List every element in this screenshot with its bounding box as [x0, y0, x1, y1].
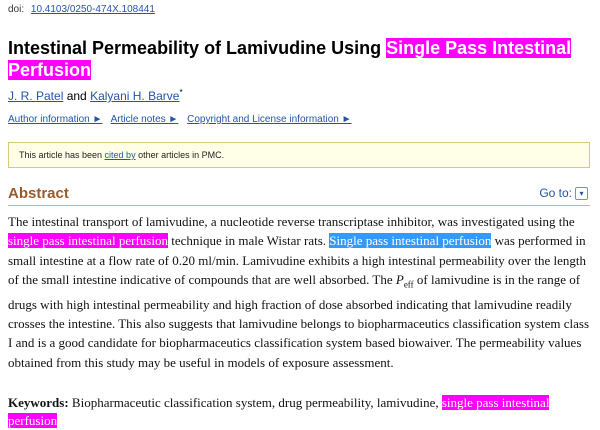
abstract-text	[8, 212, 590, 372]
title-highlight: Single Pass Intestinal Perfusion	[8, 38, 572, 80]
abstract-sentence-3: was performed in small intestine at a flow rate of 0.20 ml/min. Lamivudine exhibits a high intestinal permeability over the length of the small intestine indicative of compounds that are well absorbed. The	[8, 233, 587, 287]
highlight-selection: Single pass intestinal perfusion	[329, 233, 492, 249]
cited-by-link[interactable]: cited by	[104, 150, 136, 160]
abstract-heading: Abstract	[8, 185, 69, 202]
abstract-header	[8, 185, 590, 206]
keywords-highlight: single pass intestinal perfusion	[8, 395, 550, 428]
author-link-patel[interactable]: J. R. Patel	[8, 89, 64, 103]
keywords-label: Keywords:	[8, 395, 69, 410]
chevron-down-icon[interactable]: ▾	[575, 187, 588, 200]
doi-line	[8, 4, 155, 15]
author-link-barve[interactable]: Kalyani H. Barve	[90, 89, 180, 103]
citation-notice	[8, 142, 590, 168]
goto-label[interactable]: Go to:	[539, 186, 572, 200]
abstract-sentence-4: of lamivudine is in the range of drugs with high intestinal permeability and high fraction of dose absorbed indicating that lamivudine readily crosses the intestine. This also suggests that lamivudine belongs to biopharmaceutics classification system class I and is a good candidate for biopharmaceutics classification system based biowaiver. The permeability values obtained from this study may be useful in models of exposure assessment.	[8, 271, 590, 370]
peff-symbol: $P_{eff}$	[395, 271, 414, 290]
keywords-line	[8, 394, 590, 430]
title-text: Intestinal Permeability of Lamivudine Using	[8, 38, 387, 58]
notice-text-after: other articles in PMC.	[135, 150, 225, 160]
notice-text-before: This article has been	[19, 150, 105, 160]
article-title	[8, 37, 593, 81]
doi-link[interactable]: 10.4103/0250-474X.108441	[30, 4, 155, 15]
copyright-license-link[interactable]: Copyright and License information ►	[187, 114, 352, 125]
article-notes-link[interactable]: Article notes ►	[110, 114, 179, 125]
keywords-text: Biopharmaceutic classification system, drug permeability, lamivudine,	[68, 395, 442, 410]
goto-menu[interactable]	[539, 186, 588, 200]
corresponding-author-mark: *	[179, 88, 183, 97]
article-info-links	[8, 114, 352, 125]
author-information-link[interactable]: Author information ►	[8, 114, 103, 125]
author-list	[8, 88, 183, 103]
abstract-sentence-1: The intestinal transport of lamivudine, a nucleotide reverse transcriptase inhibitor, was investigated using the	[8, 214, 575, 229]
abstract-sentence-2: technique in male Wistar rats.	[167, 233, 330, 249]
doi-label: doi:	[8, 4, 25, 15]
highlight-search-term-1: single pass intestinal perfusion	[8, 233, 168, 249]
author-conjunction: and	[66, 89, 87, 103]
